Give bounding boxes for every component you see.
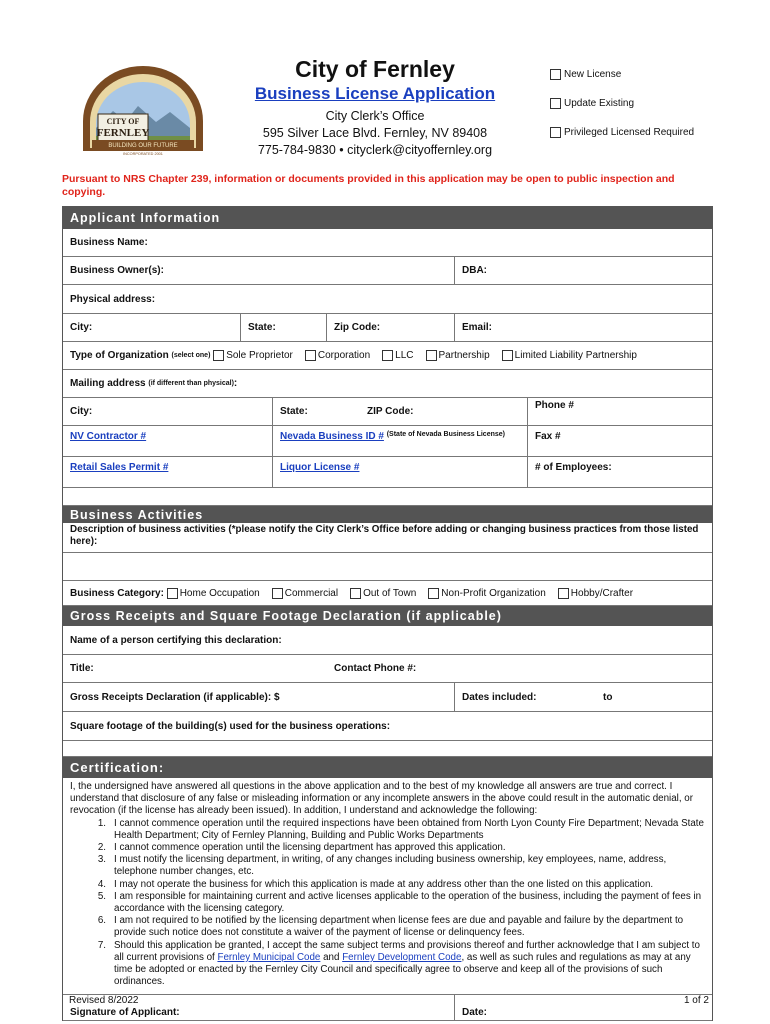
llp-option[interactable]: Limited Liability Partnership — [502, 350, 637, 361]
checkbox[interactable] — [550, 69, 561, 80]
city-field[interactable]: City: — [70, 322, 93, 333]
applicant-section-header: Applicant Information — [63, 207, 712, 229]
checkbox[interactable] — [382, 350, 393, 361]
date-field[interactable]: Date: — [454, 995, 712, 1020]
signature-row — [63, 995, 712, 1021]
dba-field[interactable]: DBA: — [454, 257, 712, 284]
business-name-label: Business Name: — [70, 237, 148, 248]
llc-option[interactable]: LLC — [382, 350, 413, 361]
retail-permit-field[interactable] — [63, 457, 272, 487]
contact-phone-field[interactable]: Contact Phone #: — [334, 663, 417, 674]
new-license-option[interactable]: New License — [550, 69, 621, 80]
nv-business-id-field[interactable]: Nevada Business ID # (State of Nevada Business License) — [272, 426, 527, 456]
liquor-license-link[interactable]: Liquor License # — [280, 462, 360, 473]
activities-section-header: Business Activities — [63, 506, 712, 523]
sqft-row[interactable] — [63, 712, 712, 741]
document-title: City of Fernley — [295, 56, 455, 82]
non-profit-option[interactable]: Non-Profit Organization — [428, 588, 546, 599]
contractor-row — [63, 426, 712, 457]
office-contact: 775-784-9830 • cityclerk@cityoffernley.org — [257, 143, 493, 157]
declaration-row — [63, 683, 712, 712]
sole-proprietor-option[interactable]: Sole Proprietor — [213, 350, 293, 361]
certification-list — [70, 818, 705, 989]
mailing-city-row — [63, 398, 712, 426]
list-item: 3. I must notify the licensing department, in writing, of any changes including business ownership, key employees, name, address, telephone number changes, etc. — [97, 854, 667, 878]
office-address: 595 Silver Lace Blvd. Fernley, NV 89408 — [262, 126, 488, 140]
corporation-option[interactable]: Corporation — [305, 350, 370, 361]
liquor-license-field[interactable] — [272, 457, 527, 487]
org-type-label: Type of Organization — [70, 350, 169, 361]
public-records-notice: Pursuant to NRS Chapter 239, information or documents provided in this application may be open to public inspection and copying. — [62, 173, 675, 198]
owners-row — [63, 257, 712, 285]
nv-contractor-link[interactable]: NV Contractor # — [70, 431, 147, 442]
spacer — [63, 488, 712, 506]
gross-section-header: Gross Receipts and Square Footage Declaration (if applicable) — [63, 606, 712, 626]
nv-contractor-field[interactable] — [63, 426, 272, 456]
certifier-label: Name of a person certifying this declaration: — [70, 634, 282, 646]
business-name-row[interactable] — [63, 229, 712, 257]
logo-name: FERNLEY — [96, 127, 150, 139]
checkbox[interactable] — [305, 350, 316, 361]
category-row — [63, 581, 712, 606]
commercial-option[interactable]: Commercial — [272, 588, 338, 599]
checkbox[interactable] — [550, 98, 561, 109]
mailing-address-label: Mailing address — [70, 378, 146, 389]
phone-field[interactable]: Phone # — [527, 398, 712, 425]
list-item: 7. Should this application be granted, I accept the same subject terms and provisions thereof and further acknowledge that I am subject to all current provisions of Fernley Municipal Code and Fernley Development Code, as well as such rules and regulations as may at any time be adopted or enacted by the Fernley City Council and specifically agree to observe and keep all of the provisions of such ordinances. — [97, 939, 700, 988]
certification-text — [63, 778, 712, 995]
city-seal-logo — [78, 66, 208, 156]
certification-section-header: Certification: — [63, 756, 712, 778]
list-item: 2. I cannot commence operation until the licensing department has approved this application. — [97, 842, 506, 854]
checkbox[interactable] — [350, 588, 361, 599]
logo-small-text: INCORPORATED 2001 — [123, 152, 163, 156]
state-field[interactable]: State: — [240, 314, 326, 341]
title-phone-row — [63, 655, 712, 683]
privileged-license-option[interactable]: Privileged Licensed Required — [550, 127, 694, 138]
list-item: 5. I am responsible for maintaining current and active licenses applicable to the operation of the business, including the payment of fees in accordance with the licensing category. — [97, 890, 702, 915]
org-type-row: Type of Organization (select one) Sole Proprietor Corporation LLC Partnership Limited Liability Partnership — [63, 342, 712, 370]
page-number: 1 of 2 — [683, 995, 709, 1006]
list-item: 1. I cannot commence operation until the required inspections have been obtained from North Lyon County Fire Department; Nevada State Health Department; City of Fernley Planning, Building and Public Works Departments — [97, 817, 704, 841]
mailing-city-field[interactable]: City: — [70, 406, 93, 417]
checkbox[interactable] — [213, 350, 224, 361]
sqft-label: Square footage of the building(s) used for the business operations: — [70, 720, 391, 732]
mailing-state-field[interactable]: State: — [272, 398, 360, 425]
city-state-row — [63, 314, 712, 342]
list-item: 4. I may not operate the business for which this application is made at any address other than the one listed on this application. — [97, 878, 654, 890]
gross-receipts-field[interactable]: Gross Receipts Declaration (if applicable): $ — [70, 691, 280, 703]
revision-note: Revised 8/2022 — [69, 995, 139, 1006]
office-name: City Clerk’s Office — [325, 109, 425, 123]
checkbox[interactable] — [550, 127, 561, 138]
certifier-row[interactable] — [63, 626, 712, 655]
physical-address-label: Physical address: — [70, 293, 156, 305]
certification-intro: I, the undersigned have answered all questions in the above application and to the best of my knowledge all answers are true and correct. I understand that disclosure of any false or misleading information or any incomplete answers in the above could result in the automatic denial, or revocation (if the license has already been issued). In addition, I understand and acknowledge the following: — [70, 781, 693, 817]
employees-field[interactable]: # of Employees: — [527, 457, 712, 487]
activities-description-field[interactable] — [63, 553, 712, 581]
permit-row — [63, 457, 712, 488]
checkbox[interactable] — [558, 588, 569, 599]
signature-field[interactable]: Signature of Applicant: — [70, 1007, 180, 1019]
dates-included-field[interactable]: Dates included: to — [454, 683, 712, 711]
mailing-zip-field[interactable]: ZIP Code: — [367, 406, 414, 417]
checkbox[interactable] — [428, 588, 439, 599]
zip-field[interactable]: Zip Code: — [326, 314, 454, 341]
logo-top-text: CITY OF — [106, 117, 140, 126]
category-label: Business Category: — [70, 587, 164, 599]
nv-business-id-link[interactable]: Nevada Business ID # — [280, 431, 384, 442]
application-form — [62, 206, 713, 1021]
development-code-link[interactable]: Fernley Development Code — [342, 951, 462, 963]
physical-address-row[interactable] — [63, 285, 712, 314]
title-field[interactable]: Title: — [70, 663, 94, 674]
activities-description-label: Description of business activities (*please notify the City Clerk’s Office before adding or changing business practices from those listed here): — [70, 524, 699, 547]
checkbox[interactable] — [502, 350, 513, 361]
home-occupation-option[interactable]: Home Occupation — [167, 588, 260, 599]
checkbox[interactable] — [426, 350, 437, 361]
update-existing-option[interactable]: Update Existing — [550, 98, 634, 109]
checkbox[interactable] — [272, 588, 283, 599]
municipal-code-link[interactable]: Fernley Municipal Code — [217, 951, 321, 963]
hobby-crafter-option[interactable]: Hobby/Crafter — [558, 588, 633, 599]
logo-motto: BUILDING OUR FUTURE — [108, 143, 178, 149]
checkbox[interactable] — [167, 588, 178, 599]
out-of-town-option[interactable]: Out of Town — [350, 588, 416, 599]
list-item: 6. I am not required to be notified by the licensing department when license fees are due and payable and failure by the department to provide such notice does not constitute a waiver of the payment of license or delinquency fees. — [97, 915, 684, 939]
mailing-address-row[interactable]: Mailing address (if different than physical) : — [63, 370, 712, 398]
fax-field[interactable]: Fax # — [527, 426, 712, 456]
document-subtitle: Business License Application — [254, 84, 496, 103]
retail-permit-link[interactable]: Retail Sales Permit # — [70, 462, 169, 473]
business-owners-field[interactable]: Business Owner(s): — [70, 265, 164, 276]
activities-description-row — [63, 523, 712, 553]
email-field[interactable]: Email: — [454, 314, 712, 341]
partnership-option[interactable]: Partnership — [426, 350, 490, 361]
